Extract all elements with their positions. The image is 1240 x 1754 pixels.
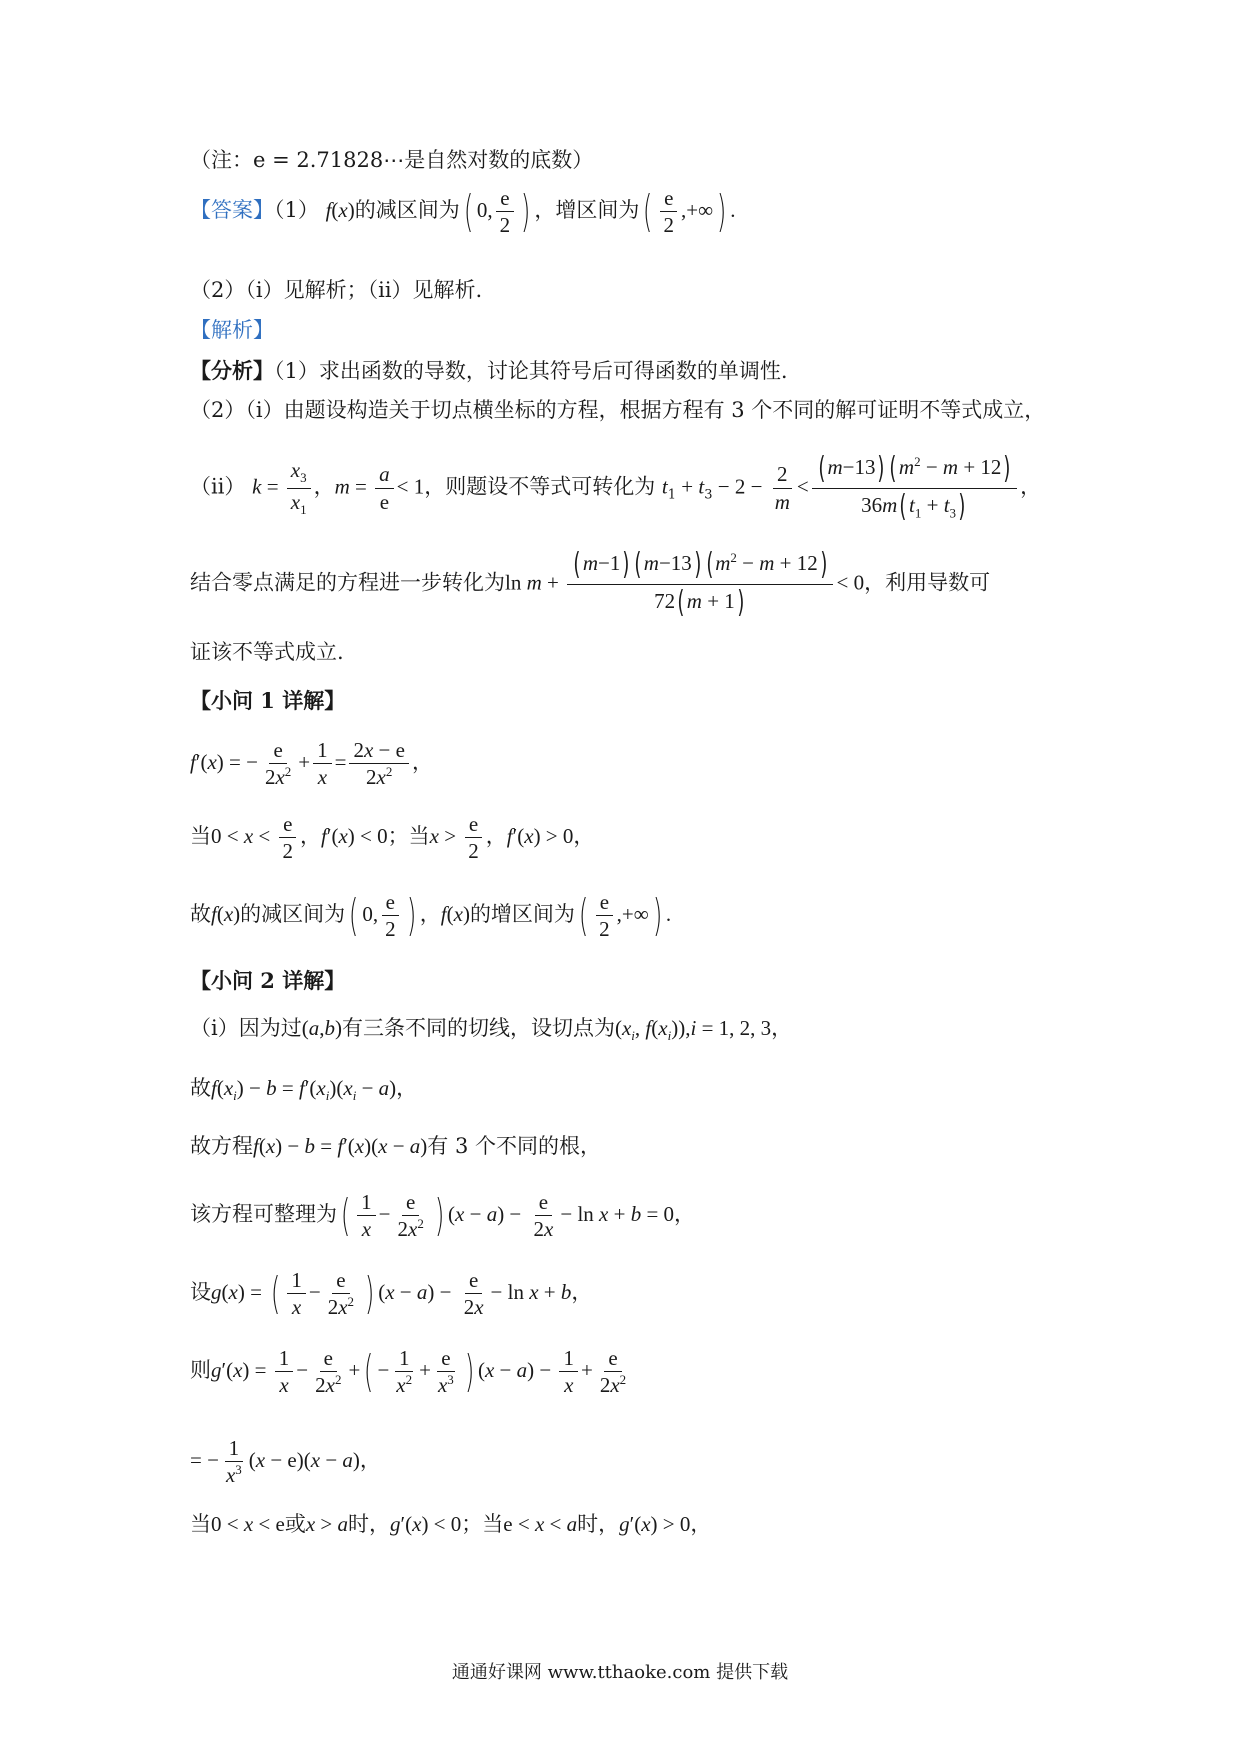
q2-line-8: 当0 < x < e或x > a时，g′(x) < 0；当e < x < a时，g′(x) > 0， xyxy=(190,1512,712,1536)
analysis-line-4: 结合零点满足的方程进一步转化为ln m + $\frac{( m-1) ( m-13) ( m^2 - m + 12)}{72( m + 1)}$ < 0，利用导数可 xyxy=(190,547,991,620)
q2-line-4: 该方程可整理为( $\frac{1}{x}$ − $\frac{e}{2x^2}$ ) (x − a) − $\frac{e}{2x}$ − ln x + b = 0， xyxy=(190,1189,696,1242)
footer: 通通好课网 www.tthaoke.com 提供下载 xyxy=(451,1662,789,1683)
analysis-line-2: （2）（ⅰ）由题设构造关于切点横坐标的方程，根据方程有 3 个不同的解可证明不等式成立， xyxy=(190,398,1046,422)
answer-tag: 【答案】 xyxy=(190,198,274,223)
q2-line-7: = − $\frac{1}{x^3}$ (x − e)(x − a)， xyxy=(190,1436,381,1488)
q2-line-6: 则g′(x) = $\frac{1}{x}$ − $\frac{e}{2x^2}$ +( − $\frac{1}{x^2}$ + $\frac{e}{x^3}$ ) (x − a) − $\frac{1}{x}$ + $\frac{e}{2x^2}$ xyxy=(190,1345,627,1398)
q1-sign: 当0 < x < $\frac{e}{2}$ ，f′(x) < 0；当x > $\frac{e}{2}$ ，f′(x) > 0， xyxy=(190,812,595,864)
q1-conclusion: 故f(x)的减区间为( 0, $\frac{e}{2}$ ) ，f(x)的增区间为( $\frac{e}{2}$ ,+∞) . xyxy=(190,889,672,942)
q1-derivative: f′(x) = − $\frac{e}{2x^2}$ + $\frac{1}{x}$ = $\frac{2x - e}{2x^2}$ ， xyxy=(190,738,433,790)
note-line: （注：e = 2.71828⋯是自然对数的底数） xyxy=(190,148,594,172)
answer-line-1: 【答案】（1） f(x)的减区间为( 0, $\frac{e}{2}$ ) ，增区间为( $\frac{e}{2}$ ,+∞) . xyxy=(190,185,736,238)
q2-line-5: 设g(x) = ( $\frac{1}{x}$ − $\frac{e}{2x^2}$ ) (x − a) − $\frac{e}{2x}$ − ln x + b， xyxy=(190,1267,593,1320)
q1-tag: 【小问 1 详解】 xyxy=(190,688,346,713)
q2-line-1: （i）因为过(a,b)有三条不同的切线，设切点为($x_i$, $f(x_i)),i = 1$, 2, 3， xyxy=(190,1016,793,1044)
q2-tag: 【小问 2 详解】 xyxy=(190,968,346,993)
q2-line-2: 故$f(x_i) - b = f'(x_i)(x_i - a)$， xyxy=(190,1076,418,1104)
analysis-line-3: （ⅱ） k = $\frac{x_3}{x_1}$ ，m = $\frac{a}{e}$ < 1，则题设不等式可转化为 $t_1 + t_3 - 2$ − $\frac{2}{m}$ < $\frac{( m-13) ( m^2 - m + 12)}{36m( t_1 + t_3)}$ ， xyxy=(190,451,1042,524)
jiexi-tag: 【解析】 xyxy=(190,318,274,342)
q2-line-3: 故方程f(x) − b = f′(x)(x − a)有 3 个不同的根， xyxy=(190,1134,602,1158)
answer-line-2: （2）（ⅰ）见解析；（ⅱ）见解析. xyxy=(190,278,483,302)
analysis-line-5: 证该不等式成立. xyxy=(190,640,344,664)
analysis-line-1: 【分析】（1）求出函数的导数，讨论其符号后可得函数的单调性. xyxy=(190,358,788,383)
